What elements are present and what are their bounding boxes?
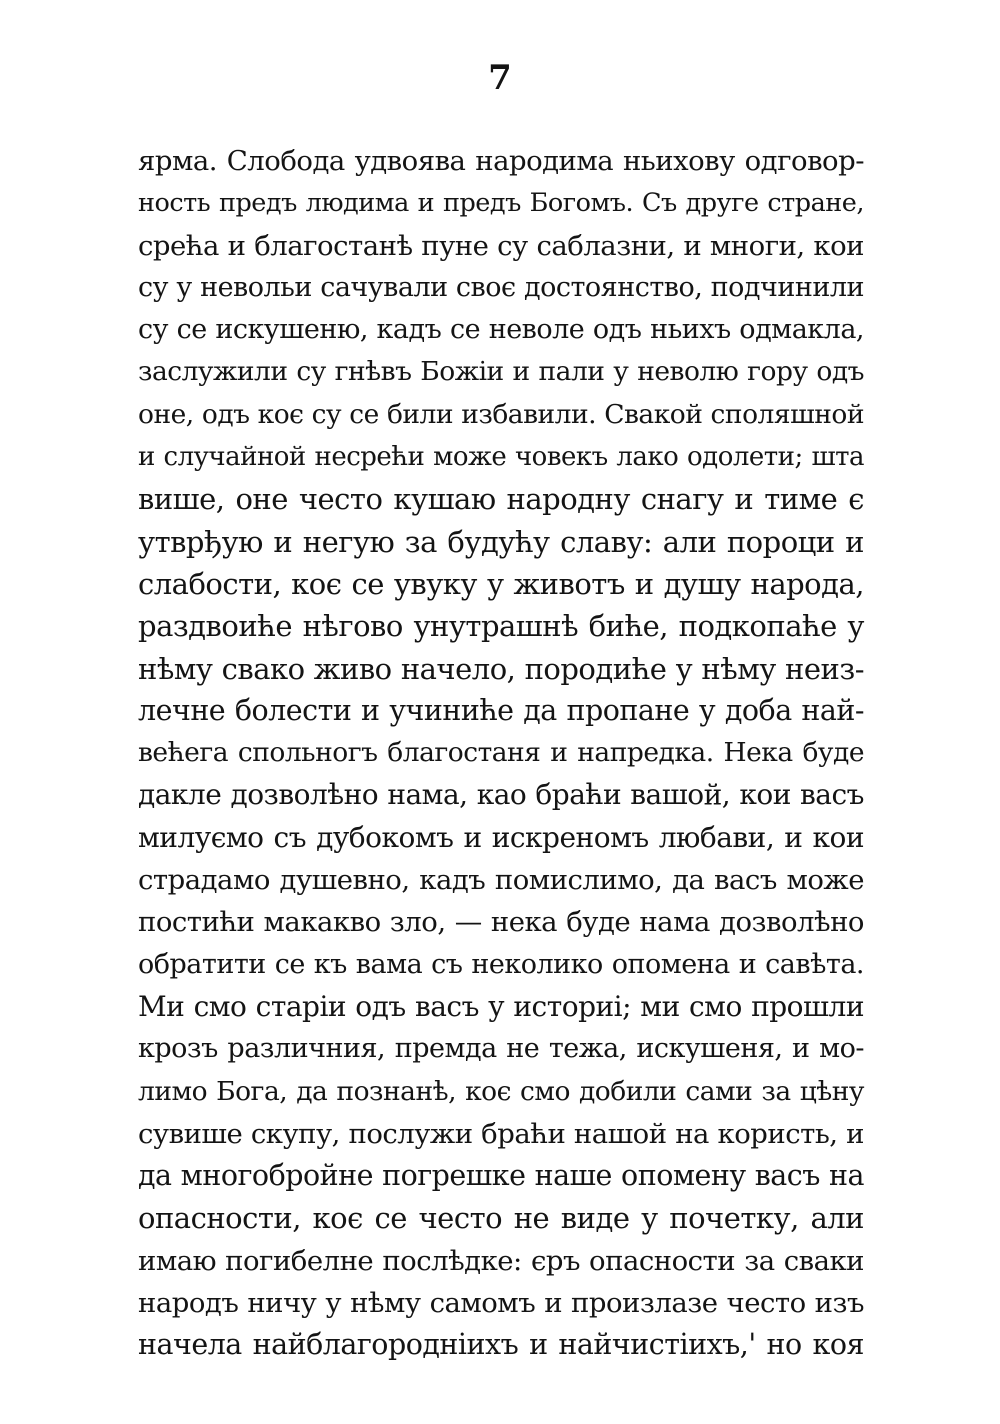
text-line: ярма. Слобода удвоява народима ньихову одговор- (138, 145, 864, 177)
text-line: обратити се къ вама съ неколико опомена и савѣта. (138, 948, 864, 980)
text-line: срећа и благостанѣ пуне су саблазни, и многи, кои (138, 229, 864, 262)
text-line: народъ ничу у нѣму самомъ и произлазе често изъ (138, 1287, 864, 1320)
text-line: начела найблагороднiихъ и найчистiихъ,' но коя (138, 1328, 864, 1362)
text-line: сувише скупу, послужи браћи нашой на користь, и (138, 1117, 864, 1150)
text-line: Ми смо старіи одъ васъ у историі; ми смо прошли (138, 989, 864, 1023)
text-line: милуємо съ дубокомъ и искреномъ любави, и кои (138, 820, 864, 854)
text-line: лечне болести и учиниће да пропане у доба най- (138, 693, 864, 727)
text-line: постићи макакво зло, — нека буде нама дозволѣно (138, 906, 864, 939)
text-line: слабости, коє се увуку у животъ и душу народа, (138, 566, 864, 601)
page-number: 7 (488, 58, 512, 98)
text-line: да многобройне погрешке наше опомену васъ на (138, 1159, 864, 1193)
text-line: имаю погибелне послѣдке: єръ опасности за сваки (138, 1244, 864, 1277)
text-line: више, оне често кушаю народну снагу и тиме є (138, 482, 864, 517)
text-line: и случайной несрећи може човекъ лако одолети; шта (138, 442, 864, 473)
body-text (138, 140, 864, 1367)
text-line: дакле дозволѣно нама, као браћи вашой, кои васъ (138, 778, 864, 812)
text-line: утврђую и негую за будућу славу: али пороци и (138, 524, 864, 559)
text-line: нѣму свако живо начело, породиће у нѣму неиз- (138, 651, 864, 686)
text-line: крозъ различния, премда не тежа, искушеня, и мо- (138, 1033, 864, 1065)
text-line: су се искушеню, кадъ се неволе одъ ньихъ одмакла, (138, 314, 864, 346)
text-line: раздвоиће нѣгово унутрашнѣ биће, подкопаће у (138, 609, 864, 644)
text-line: страдамо душевно, кадъ помислимо, да васъ може (138, 864, 864, 897)
text-line: заслужили су гнѣвъ Божіи и пали у неволю гору одъ (138, 356, 864, 388)
text-line: већега спольногъ благостаня и напредка. Нека буде (138, 737, 864, 769)
text-line: опасности, коє се често не виде у почетку, али (138, 1201, 864, 1236)
text-line: су у невольи сачували своє достоянство, подчинили (138, 271, 864, 303)
text-line: оне, одъ коє су се били избавили. Свакой споляшной (138, 398, 864, 430)
text-line: ность предъ людима и предъ Богомъ. Съ друге стране, (138, 188, 864, 219)
text-line: лимо Бога, да познанѣ, коє смо добили сами за цѣну (138, 1075, 864, 1107)
